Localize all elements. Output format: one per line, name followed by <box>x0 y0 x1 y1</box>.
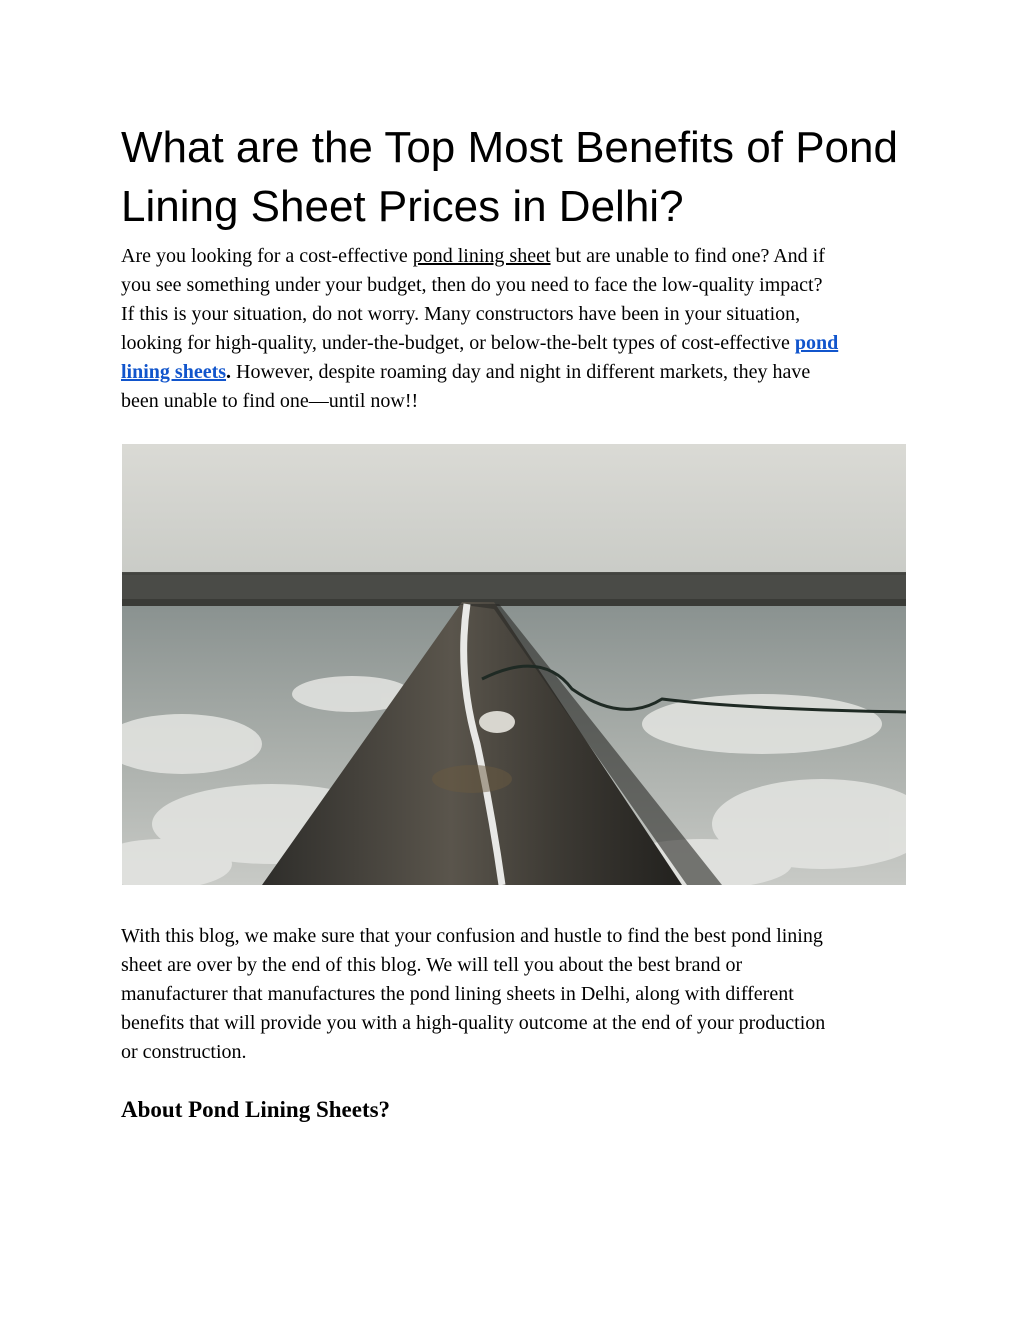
intro-text: but are unable to find one? And if <box>550 245 825 267</box>
intro-paragraph <box>121 242 911 416</box>
intro-text: Are you looking for a cost-effective <box>121 245 413 267</box>
intro-line <box>121 358 911 387</box>
intro-line <box>121 329 911 358</box>
body-line: or construction. <box>121 1041 247 1063</box>
debris <box>479 711 515 733</box>
body-paragraph <box>121 922 911 1067</box>
pond-liner-photo <box>122 444 906 885</box>
body-line: sheet are over by the end of this blog. We will tell you about the best brand or <box>121 954 743 976</box>
intro-text: . <box>226 361 232 383</box>
sky <box>122 444 906 579</box>
body-line: benefits that will provide you with a high-quality outcome at the end of your production <box>121 1012 826 1034</box>
intro-line: you see something under your budget, then do you need to face the low-quality impact? <box>121 274 823 296</box>
body-line: manufacturer that manufactures the pond lining sheets in Delhi, along with different <box>121 983 794 1005</box>
pond-lining-sheet-link[interactable]: pond lining sheet <box>412 245 551 267</box>
pond-lining-sheets-link-cont[interactable]: lining sheets <box>121 361 227 383</box>
intro-text: looking for high-quality, under-the-budget, or below-the-belt types of cost-effective <box>121 332 795 354</box>
intro-line: been unable to find one—until now!! <box>121 390 419 412</box>
intro-line <box>121 242 911 271</box>
intro-text: However, despite roaming day and night in different markets, they have <box>231 361 811 383</box>
pond-lining-sheets-link[interactable]: pond <box>794 332 839 354</box>
section-heading: About Pond Lining Sheets? <box>121 1097 391 1122</box>
body-line: With this blog, we make sure that your confusion and hustle to find the best pond lining <box>121 925 823 947</box>
intro-line: If this is your situation, do not worry. Many constructors have been in your situation, <box>121 303 801 325</box>
page-title: What are the Top Most Benefits of Pond Lining Sheet Prices in Delhi? <box>121 123 898 231</box>
